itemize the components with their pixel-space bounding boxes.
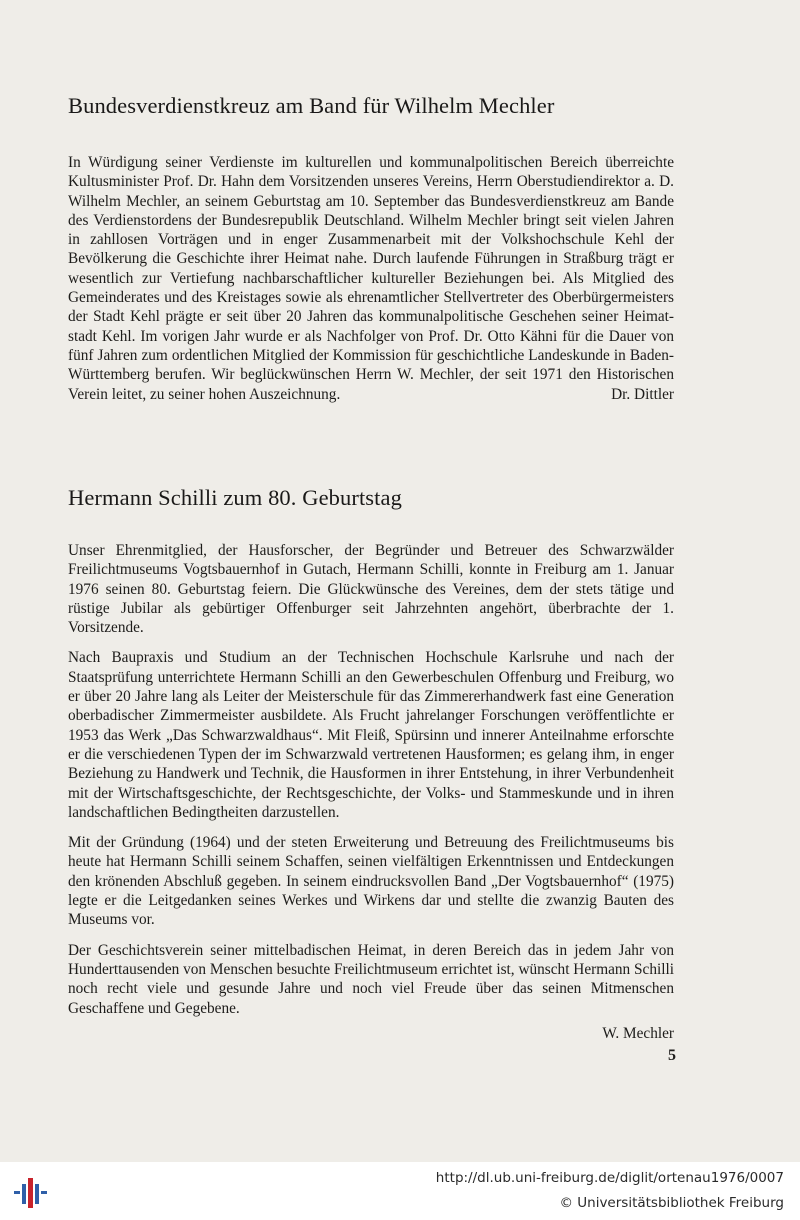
article-schilli xyxy=(68,485,674,1043)
article-title: Hermann Schilli zum 80. Geburtstag xyxy=(68,485,402,510)
copyright-notice: © Universitätsbibliothek Freiburg xyxy=(559,1195,784,1211)
article-title: Bundesverdienstkreuz am Band für Wilhelm Mechler xyxy=(68,93,555,118)
article-paragraph: Der Geschichtsverein seiner mittelbadischen Heimat, in deren Bereich das in jedem Jahr von Hunderttausenden von Menschen besuchte Freilichtmuseum errichtet ist, wünscht Hermann Schilli noch recht viele und gesunde Jahre und noch viel Freude über das seinen Mitmenschen Geschaffene und Gegebene. xyxy=(68,941,674,1017)
ub-freiburg-logo-icon xyxy=(12,1172,52,1212)
article-paragraph: Nach Baupraxis und Studium an der Technischen Hochschule Karlsruhe und nach der Staatsprüfung unterrichtete Hermann Schilli an den Gewerbeschulen Offenburg und Freiburg, wo er über 20 Jahre lang als Leiter der Meisterschule für das Zimmererhandwerk fast eine Generation oberbadischer Zimmermeister ausbildete. Als Frucht jahrelanger Forschungen veröffentlichte er 1953 das Werk „Das Schwarzwaldhaus“. Mit Fleiß, Spürsinn und innerer Anteilnahme erforschte er die verschiedenen Typen der im Schwarzwald vertretenen Hausformen; es gelang ihm, in enger Beziehung zu Handwerk und Technik, die Hausformen in ihrer Entstehung, in ihrer Verbundenheit mit der Wirtschaftsgeschichte, der Rechtsgeschichte, der Volks- und Stammeskunde und in ihren landschaftlichen Bedingtheiten darzustellen. xyxy=(68,649,674,821)
page-number: 5 xyxy=(668,1047,676,1064)
viewer-footer xyxy=(0,1162,800,1220)
article-mechler xyxy=(68,93,674,404)
article-body: In Würdigung seiner Verdienste im kulturellen und kommunalpolitischen Bereich überreichte Kultusminister Prof. Dr. Hahn dem Vorsitzenden unseres Vereins, Herrn Oberstudiendirektor a. D. Wilhelm Mechler, an seinem Geburtstag am 10. September das Bundesverdienstkreuz am Bande des Verdienstordens der Bundesrepublik Deutschland. Wilhelm Mechler bringt seit vielen Jahren in zahllosen Vorträgen und in enger Zusammenarbeit mit der Volkshochschule Kehl der Bevölkerung die Geschichte ihrer Heimat nahe. Durch laufende Führungen in Straßburg trägt er wesentlich zur Vertiefung nachbarschaftlicher kultureller Beziehungen bei. Als Mitglied des Gemeinderates und des Kreistages sowie als ehrenamtlicher Stellvertreter des Oberbürgermeisters der Stadt Kehl prägte er seit über 20 Jahren das kommunalpolitische Geschehen seiner Heimatstadt Kehl. Im vorigen Jahr wurde er als Nachfolger von Prof. Dr. Otto Kähni für die Dauer von fünf Jahren zum ordentlichen Mitglied der Kommission für geschichtliche Landeskunde in Baden-Württemberg berufen. Wir beglückwünschen Herrn W. Mechler, der seit 1971 den Historischen Verein leitet, zu seiner hohen Auszeichnung. xyxy=(68,154,674,403)
source-url-link[interactable]: http://dl.ub.uni-freiburg.de/diglit/ortenau1976/0007 xyxy=(435,1170,784,1186)
article-paragraph: Mit der Gründung (1964) und der steten Erweiterung und Betreuung des Freilichtmuseums bis heute hat Hermann Schilli seinem Schaffen, seinen vielfältigen Erkenntnissen und Entdeckungen den krönenden Abschluß gegeben. In seinem eindrucksvollen Band „Der Vogtsbauernhof“ (1975) legte er die Leitgedanken seines Werkes und Wirkens dar und stellte die zwanzig Bauten des Museums vor. xyxy=(68,834,674,929)
article-signature: Dr. Dittler xyxy=(611,385,674,403)
article-paragraph: Unser Ehrenmitglied, der Hausforscher, der Begründer und Betreuer des Schwarzwälder Freilichtmuseums Vogtsbauernhof in Gutach, Hermann Schilli, konnte in Freiburg am 1. Januar 1976 seinen 80. Geburtstag feiern. Die Glückwünsche des Vereines, dem der stets tätige und rüstige Jubilar als gebürtiger Offenburger seit Jahrzehnten angehört, überbrachte der 1. Vorsitzende. xyxy=(68,542,674,637)
article-signature: W. Mechler xyxy=(602,1024,674,1042)
